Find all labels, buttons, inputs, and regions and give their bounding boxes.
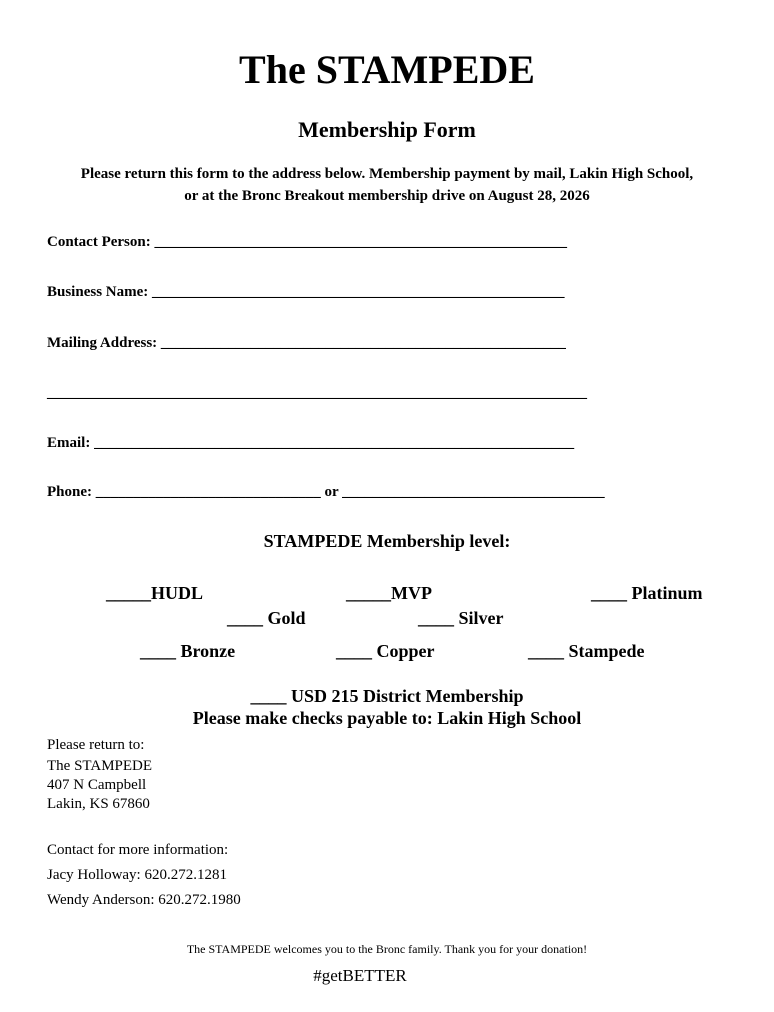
level-hudl[interactable]: _____HUDL xyxy=(106,583,204,603)
level-platinum[interactable]: ____ Platinum xyxy=(591,583,703,603)
district-membership-option[interactable]: ____ USD 215 District Membership xyxy=(250,686,524,706)
phone-primary-field[interactable]: Phone: ______________________________ xyxy=(47,484,321,500)
form-title: The STAMPEDE xyxy=(239,47,535,92)
level-silver[interactable]: ____ Silver xyxy=(418,608,504,628)
level-copper[interactable]: ____ Copper xyxy=(336,641,435,661)
mailing-address-line-2-field[interactable]: ________________________________________________________________________ xyxy=(47,385,587,401)
hashtag: #getBETTER xyxy=(313,966,407,985)
form-subtitle: Membership Form xyxy=(298,117,476,142)
contact-jacy-holloway: Jacy Holloway: 620.272.1281 xyxy=(47,867,227,883)
instructions-line-1: Please return this form to the address below. Membership payment by mail, Lakin High School, xyxy=(80,166,694,182)
return-address-line-3: Lakin, KS 67860 xyxy=(47,796,150,812)
level-stampede[interactable]: ____ Stampede xyxy=(528,641,645,661)
return-label: Please return to: xyxy=(47,737,145,753)
contact-info-label: Contact for more information: xyxy=(47,842,229,858)
phone-alternate-field[interactable]: ___________________________________ xyxy=(342,484,605,500)
checks-payable-note: Please make checks payable to: Lakin High School xyxy=(192,708,582,728)
phone-or-label: or xyxy=(324,484,339,500)
level-gold[interactable]: ____ Gold xyxy=(227,608,306,628)
phone-field[interactable] xyxy=(47,484,605,501)
contact-wendy-anderson: Wendy Anderson: 620.272.1980 xyxy=(47,892,241,908)
level-mvp[interactable]: _____MVP xyxy=(346,583,432,603)
instructions-line-2: or at the Bronc Breakout membership drive on August 28, 2026 xyxy=(184,188,590,204)
level-bronze[interactable]: ____ Bronze xyxy=(140,641,236,661)
return-address-line-1: The STAMPEDE xyxy=(47,758,153,774)
contact-person-field[interactable]: Contact Person: _______________________________________________________ xyxy=(47,234,567,250)
return-address-line-2: 407 N Campbell xyxy=(47,777,147,793)
email-field[interactable]: Email: ________________________________________________________________ xyxy=(47,435,575,451)
business-name-field[interactable]: Business Name: _______________________________________________________ xyxy=(47,284,565,300)
membership-level-heading: STAMPEDE Membership level: xyxy=(263,531,511,551)
mailing-address-field[interactable]: Mailing Address: ______________________________________________________ xyxy=(47,335,566,351)
welcome-message: The STAMPEDE welcomes you to the Bronc family. Thank you for your donation! xyxy=(186,942,588,956)
